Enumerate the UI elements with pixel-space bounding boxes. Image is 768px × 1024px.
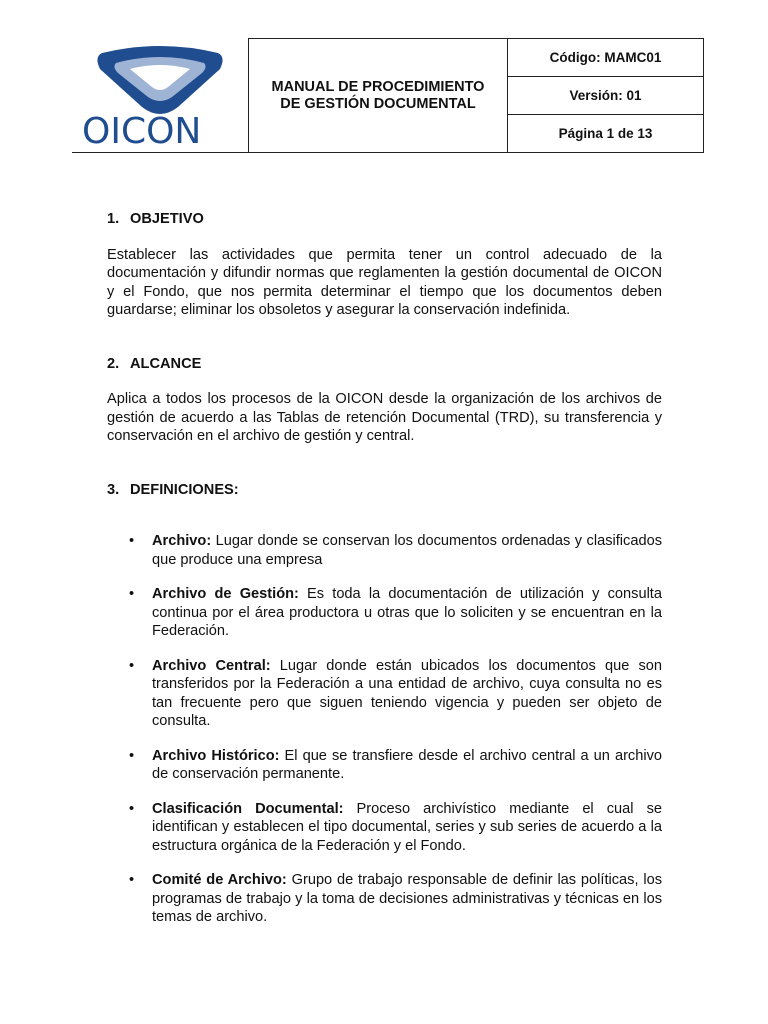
definition-term: Archivo Central: xyxy=(152,657,271,674)
version-cell: Versión: 01 xyxy=(508,77,704,115)
definition-item xyxy=(129,747,662,784)
section-heading-definiciones: 3. DEFINICIONES: xyxy=(107,481,239,498)
logo-cell xyxy=(72,39,249,153)
bullet-icon: • xyxy=(129,586,135,602)
definition-text: Lugar donde están ubicados los documentos que son transferidos por la Federación a una entidad de archivo, cuya consulta no es tan frecuente pero que siguen teniendo vigencia y pueden ser objeto de consulta. xyxy=(152,657,663,729)
section-heading-alcance: 2. ALCANCE xyxy=(107,355,202,372)
codigo-cell: Código: MAMC01 xyxy=(508,39,704,77)
definitions-list xyxy=(129,532,663,927)
title-line-2: DE GESTIÓN DOCUMENTAL xyxy=(280,95,476,112)
section-heading-objetivo: 1. OBJETIVO xyxy=(107,211,204,227)
logo-text: OICON xyxy=(82,110,202,152)
definition-term: Archivo: xyxy=(152,533,212,549)
section-text-objetivo: Establecer las actividades que permita tener un control adecuado de la documentación y difundir normas que reglamenten la gestión documental de OICON y el Fondo, que nos permita determinar el tiempo que los documentos deben guardarse; eliminar los obsoletos y asegurar la conservación indefinida. xyxy=(107,246,662,318)
definition-item xyxy=(129,800,662,856)
bullet-icon: • xyxy=(129,533,135,549)
definition-item xyxy=(129,657,663,731)
definition-text: Grupo de trabajo responsable de definir las políticas, los programas de trabajo y la toma de decisiones administrativas y técnicas en los temas de archivo. xyxy=(152,872,662,925)
bullet-icon: • xyxy=(129,872,135,888)
definition-item xyxy=(129,532,662,569)
pagina-cell: Página 1 de 13 xyxy=(508,115,704,153)
definition-term: Comité de Archivo: xyxy=(152,872,287,888)
definition-term: Archivo de Gestión: xyxy=(152,586,299,602)
definition-item xyxy=(129,871,662,927)
definition-term: Clasificación Documental: xyxy=(152,800,344,817)
section-text-alcance: Aplica a todos los procesos de la OICON desde la organización de los archivos de gestión de acuerdo a las Tablas de retención Documental (TRD), su transferencia y conservación en el archivo de gestión y central. xyxy=(107,391,662,444)
bullet-icon: • xyxy=(129,747,135,764)
definition-text: Lugar donde se conservan los documentos ordenadas y clasificados que produce una empresa xyxy=(152,533,662,568)
bullet-icon: • xyxy=(129,800,135,817)
definition-text: Es toda la documentación de utilización y consulta continua por el área productora u otras que lo soliciten y se encuentran en la Federación. xyxy=(152,586,662,639)
bullet-icon: • xyxy=(129,657,135,674)
document-title xyxy=(249,39,508,153)
document-header xyxy=(72,38,704,153)
definition-term: Archivo Histórico: xyxy=(152,747,280,764)
title-line-1: MANUAL DE PROCEDIMIENTO xyxy=(271,78,485,95)
definition-text: El que se transfiere desde el archivo central a un archivo de conservación permanente. xyxy=(152,747,662,782)
document-body xyxy=(107,210,662,943)
definition-text: Proceso archivístico mediante el cual se identifican y establecen el tipo documental, series y sub series de acuerdo a la estructura orgánica de la Federación y el Fondo. xyxy=(152,800,662,854)
definition-item xyxy=(129,585,662,641)
